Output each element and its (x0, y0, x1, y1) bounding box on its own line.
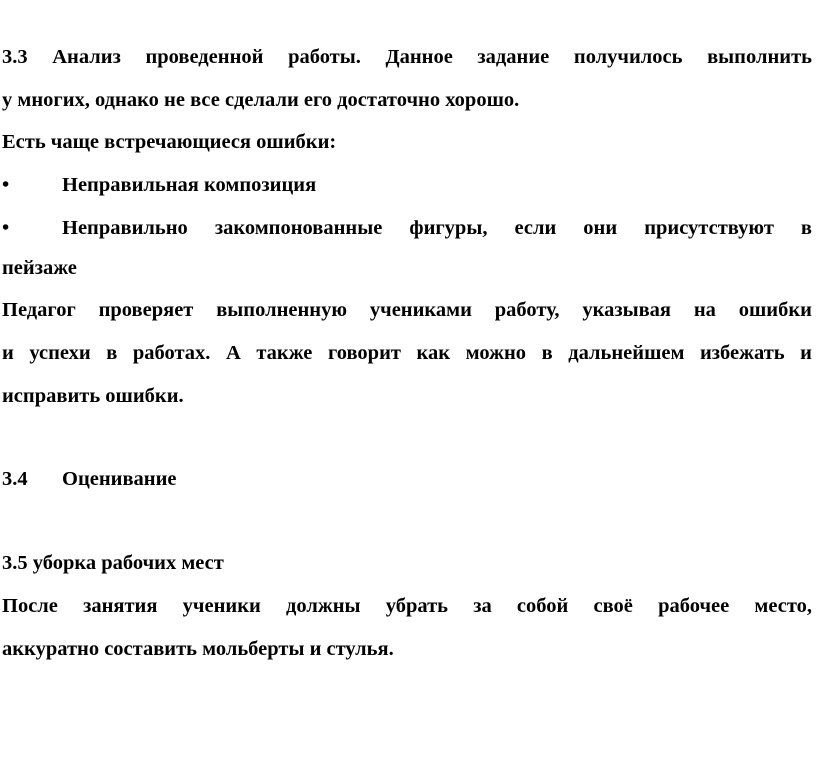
section-3-5-heading: 3.5 уборка рабочих мест (2, 552, 224, 574)
bullet-marker-1: • (2, 174, 10, 196)
teacher-line-1: Педагог проверяет выполненную учениками работу, указывая на ошибки (2, 299, 812, 321)
bullet-marker-2: • (2, 217, 10, 239)
section-3-5-line-1: После занятия ученики должны убрать за собой своё рабочее место, (2, 595, 812, 617)
section-3-3-line-1: 3.3 Анализ проведенной работы. Данное задание получилось выполнить (2, 46, 812, 68)
section-3-5-line-2: аккуратно составить мольберты и стулья. (2, 638, 394, 660)
section-3-4-number: 3.4 (2, 468, 28, 490)
errors-intro: Есть чаще встречающиеся ошибки: (2, 131, 337, 153)
bullet-text-2: Неправильно закомпонованные фигуры, если они присутствуют в (62, 217, 812, 239)
bullet-text-2-continuation: пейзаже (2, 257, 77, 279)
section-3-4-title: Оценивание (62, 468, 177, 490)
teacher-line-3: исправить ошибки. (2, 385, 184, 407)
teacher-line-2: и успехи в работах. А также говорит как можно в дальнейшем избежать и (2, 342, 812, 364)
bullet-text-1: Неправильная композиция (62, 174, 317, 196)
section-3-3-line-2: у многих, однако не все сделали его достаточно хорошо. (2, 89, 520, 111)
